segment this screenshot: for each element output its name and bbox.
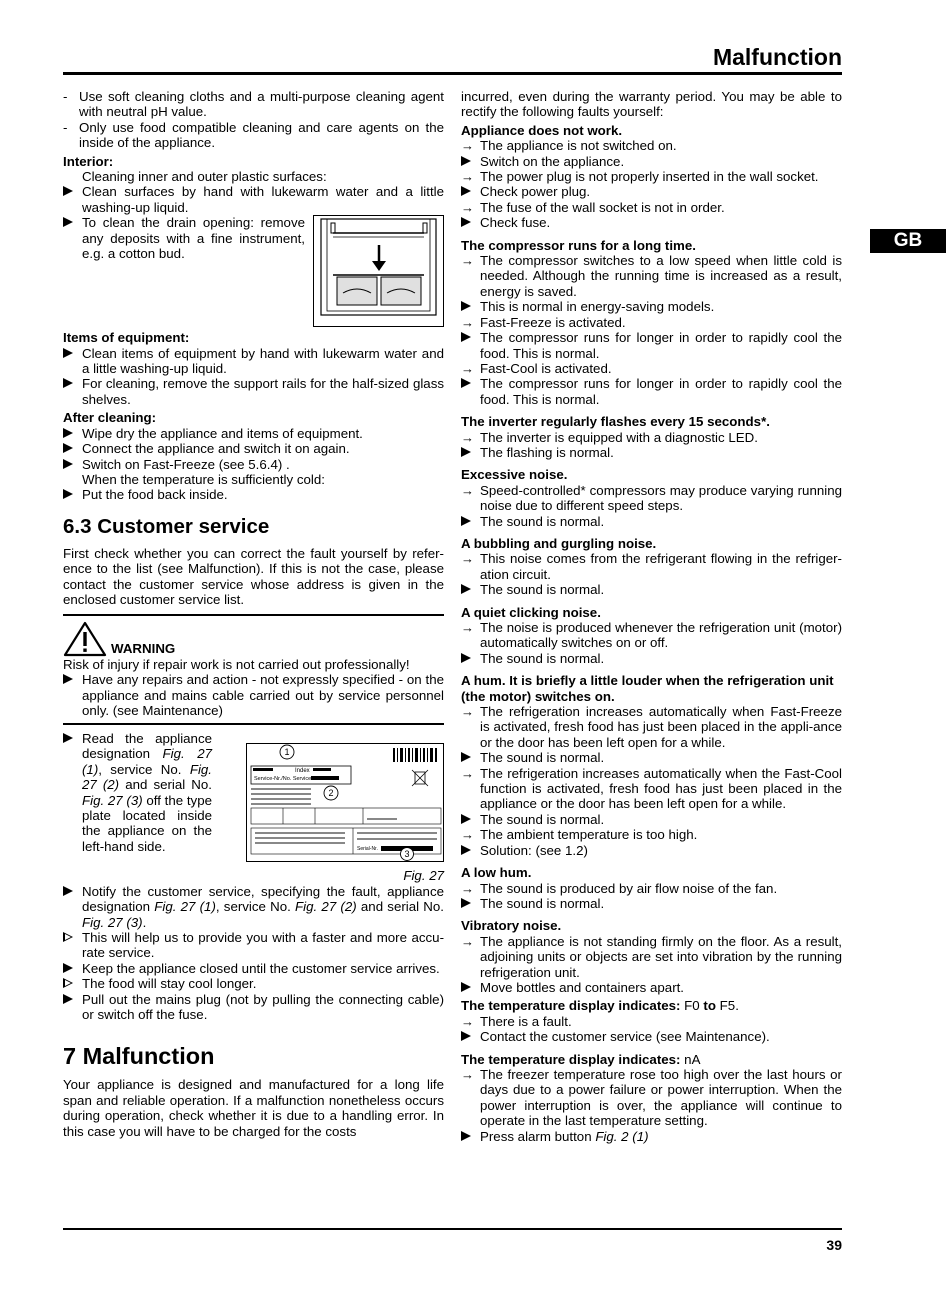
list-item: Wipe dry the appliance and items of equipment. xyxy=(63,426,444,441)
list-item: → The freezer temperature rose too high over the last hours or days due to a power failure or power interruption. When the power interruption is over, the appliance will continue to operate in the last temperature setting. xyxy=(461,1066,842,1129)
triangle-bullet-icon xyxy=(461,154,478,169)
action-item: This is normal in energy-saving models. xyxy=(461,299,842,314)
list-item: Clean surfaces by hand with lukewarm water and a little washing-up liquid. xyxy=(63,184,444,215)
cause-item: → The refrigeration increases automatically when Fast-Freeze is activated, fresh food has just been placed in the appli-ance or the door has been left open for a while. xyxy=(461,704,842,750)
triangle-bullet-icon xyxy=(461,582,478,597)
arrow-icon: → xyxy=(461,138,474,154)
page-number: 39 xyxy=(826,1237,842,1253)
action-item: The sound is normal. xyxy=(461,896,842,911)
list-item: Notify the customer service, specifying the fault, appliance designation Fig. 27 (1), service No. Fig. 27 (2) and serial No. Fig. 27 (3). xyxy=(63,884,444,930)
cause-item: → The compressor switches to a low speed when little cold is needed. Although the running time is increased as a result, energy is saved. xyxy=(461,253,842,299)
action-item: Move bottles and containers apart. xyxy=(461,980,842,995)
triangle-bullet-icon xyxy=(461,330,478,345)
cause-item: → The refrigeration increases automatically when the Fast-Cool function is activated, fresh food has just been placed in the appliance or the door has been left open for a while. xyxy=(461,765,842,812)
action-item: Check fuse. xyxy=(461,215,842,230)
triangle-bullet-icon xyxy=(461,750,478,765)
arrow-icon: → xyxy=(461,620,474,635)
interior-text: Cleaning inner and outer plastic surfaces: xyxy=(82,169,327,185)
after-cleaning-heading: After cleaning: xyxy=(63,410,157,426)
temp-display-heading: The temperature display indicates: F0 to F5. xyxy=(461,998,739,1014)
arrow-icon: → xyxy=(461,429,474,445)
barcode xyxy=(393,748,437,762)
page-header-title: Malfunction xyxy=(712,44,842,70)
cause-item: → The appliance is not switched on. xyxy=(461,138,677,154)
malfunction-intro: Your appliance is designed and manufactured for a long life span and reliable operation. If a malfunction nonetheless occurs during operation, check whether it is due to a handling error. In this case you will have to be charged for the costs xyxy=(63,1077,444,1139)
cause-item: → Fast-Cool is activated. xyxy=(461,360,612,376)
list-item: Switch on Fast-Freeze (see 5.6.4) . xyxy=(63,457,444,472)
fault-sections xyxy=(461,123,842,996)
triangle-bullet-icon xyxy=(461,896,478,911)
divider xyxy=(63,723,444,725)
arrow-icon: → xyxy=(461,827,474,843)
interior-heading: Interior: xyxy=(63,153,114,169)
fault-heading: A bubbling and gurgling noise. xyxy=(461,535,657,551)
triangle-bullet-icon xyxy=(461,215,478,230)
arrow-icon: → xyxy=(461,482,474,498)
cause-item: → The inverter is equipped with a diagnostic LED. xyxy=(461,429,758,445)
plate-service-text: Service-Nr./No. Service xyxy=(254,775,312,782)
action-item: The sound is normal. xyxy=(461,812,842,827)
fault-heading: The compressor runs for a long time. xyxy=(461,237,696,253)
cause-item: → The power plug is not properly inserted in the wall socket. xyxy=(461,169,819,185)
fault-heading: Vibratory noise. xyxy=(461,918,562,934)
triangle-bullet-icon xyxy=(461,299,478,314)
action-item: The flashing is normal. xyxy=(461,445,842,460)
action-item: Solution: (see 1.2) xyxy=(461,843,842,858)
equipment-heading: Items of equipment: xyxy=(63,330,190,346)
action-item: The sound is normal. xyxy=(461,651,842,666)
cause-item: → The appliance is not standing firmly on the floor. As a result, adjoining units or objects are set into vibration by the running refrigeration unit. xyxy=(461,933,842,980)
cause-item: → The noise is produced whenever the refrigeration unit (motor) automatically switches on or off. xyxy=(461,620,842,651)
list-item: For cleaning, remove the support rails for the half-sized glass shelves. xyxy=(63,376,444,407)
arrow-icon: → xyxy=(461,360,474,376)
triangle-bullet-icon xyxy=(461,184,478,199)
fault-heading: Excessive noise. xyxy=(461,467,568,483)
list-item: This will help us to provide you with a faster and more accu-rate service. xyxy=(63,930,444,961)
action-item: Switch on the appliance. xyxy=(461,154,842,169)
list-item: Read the appliance designation Fig. 27 (1), service No. Fig. 27 (2) and serial No. Fig. 27 (3) off the type plate located inside the appliance on the left-hand side. xyxy=(63,731,212,884)
right-intro: incurred, even during the warranty period. You may be able to rectify the following faults yourself: xyxy=(461,89,842,120)
cause-item: → The ambient temperature is too high. xyxy=(461,827,698,843)
list-item: - Only use food compatible cleaning and care agents on the inside of the appliance. xyxy=(63,119,444,151)
cause-item: → The fuse of the wall socket is not in order. xyxy=(461,199,725,215)
footer-rule xyxy=(63,1228,842,1230)
action-item: The sound is normal. xyxy=(461,750,842,765)
triangle-bullet-icon xyxy=(461,980,478,995)
fig27-caption: Fig. 27 xyxy=(403,868,444,884)
warning-text: Risk of injury if repair work is not carried out professionally! xyxy=(63,656,410,672)
list-item: Press alarm button Fig. 2 (1) xyxy=(461,1129,842,1144)
cause-item: → Fast-Freeze is activated. xyxy=(461,314,626,330)
warning-row xyxy=(63,619,444,657)
malfunction-heading: 7 Malfunction xyxy=(63,1043,215,1070)
list-item: The food will stay cool longer. xyxy=(63,976,444,991)
list-item: To clean the drain opening: remove any deposits with a fine instrument, e.g. a cotton bud. xyxy=(63,215,305,261)
cause-item: → Speed-controlled* compressors may produce varying running noise due to different speed steps. xyxy=(461,482,842,514)
svg-text:1: 1 xyxy=(284,746,290,757)
list-item: Have any repairs and action - not expressly specified - on the appliance and mains cable carried out by service personnel only. (see Maintenance) xyxy=(63,672,444,718)
type-plate-illustration xyxy=(246,743,444,862)
arrow-icon: → xyxy=(461,551,474,567)
list-item: - Use soft cleaning cloths and a multi-purpose cleaning agent with neutral pH value. xyxy=(63,89,444,120)
callout-2 xyxy=(324,786,338,800)
weee-bin-icon xyxy=(412,770,428,786)
cause-item: → The sound is produced by air flow noise of the fan. xyxy=(461,880,778,896)
triangle-bullet-icon xyxy=(461,514,478,529)
type-plate-block xyxy=(63,731,444,884)
arrow-icon: → xyxy=(461,765,474,781)
list-item: → There is a fault. xyxy=(461,1013,572,1029)
cause-item: → This noise comes from the refrigerant flowing in the refriger-ation circuit. xyxy=(461,551,842,582)
arrow-icon: → xyxy=(461,704,474,720)
arrow-icon: → xyxy=(461,253,474,269)
plate-index-text: Index xyxy=(295,767,310,774)
action-item: Check power plug. xyxy=(461,184,842,199)
arrow-icon: → xyxy=(461,199,474,215)
fault-heading: The inverter regularly flashes every 15 seconds*. xyxy=(461,414,770,430)
svg-text:2: 2 xyxy=(328,787,334,798)
drain-block xyxy=(63,215,444,327)
callout-3 xyxy=(401,847,414,860)
left-column xyxy=(63,89,444,1139)
triangle-bullet-icon xyxy=(461,812,478,827)
fault-heading: Appliance does not work. xyxy=(461,122,623,138)
warning-label: WARNING xyxy=(111,641,176,657)
divider xyxy=(63,614,444,616)
customer-service-text: First check whether you can correct the fault yourself by refer-ence to the list (see Malfunction). If this is not the case, please contact the customer service whose address is given in the enclosed customer service list. xyxy=(63,545,444,607)
list-item: Put the food back inside. xyxy=(63,487,444,502)
action-item: The compressor runs for longer in order to rapidly cool the food. This is normal. xyxy=(461,376,842,407)
customer-service-heading: 6.3 Customer service xyxy=(63,514,270,538)
drain-cleaning-illustration xyxy=(313,215,444,327)
list-item: Clean items of equipment by hand with lukewarm water and a little washing-up liquid. xyxy=(63,346,444,377)
type-plate-figure xyxy=(246,743,444,884)
action-item: The sound is normal. xyxy=(461,514,842,529)
fault-heading: A low hum. xyxy=(461,865,532,881)
callout-1 xyxy=(280,745,294,759)
header-rule xyxy=(63,72,842,75)
arrow-icon: → xyxy=(461,933,474,949)
plate-serial-text: Serial-Nr. xyxy=(357,845,378,852)
triangle-bullet-icon xyxy=(461,843,478,858)
temp-display-heading: The temperature display indicates: nA xyxy=(461,1051,701,1067)
right-column xyxy=(461,89,842,1144)
list-item: Connect the appliance and switch it on again. xyxy=(63,441,444,456)
list-item: Contact the customer service (see Maintenance). xyxy=(461,1029,842,1044)
list-item: Pull out the mains plug (not by pulling the connecting cable) or switch off the fuse. xyxy=(63,992,444,1023)
action-item: The compressor runs for longer in order to rapidly cool the food. This is normal. xyxy=(461,330,842,361)
arrow-icon: → xyxy=(461,880,474,896)
language-tab: GB xyxy=(870,229,946,253)
action-item: The sound is normal. xyxy=(461,582,842,597)
arrow-icon: → xyxy=(461,314,474,330)
fault-heading: A hum. It is briefly a little louder when the refrigeration unit (the motor) switches on. xyxy=(461,673,834,704)
warning-icon xyxy=(63,621,107,657)
triangle-bullet-icon xyxy=(461,651,478,666)
triangle-bullet-icon xyxy=(461,376,478,391)
arrow-icon: → xyxy=(461,169,474,185)
after-note: When the temperature is sufficiently cold: xyxy=(82,471,325,487)
triangle-bullet-icon xyxy=(461,445,478,460)
svg-text:3: 3 xyxy=(404,848,410,859)
list-item: Keep the appliance closed until the customer service arrives. xyxy=(63,961,444,976)
fault-heading: A quiet clicking noise. xyxy=(461,604,601,620)
